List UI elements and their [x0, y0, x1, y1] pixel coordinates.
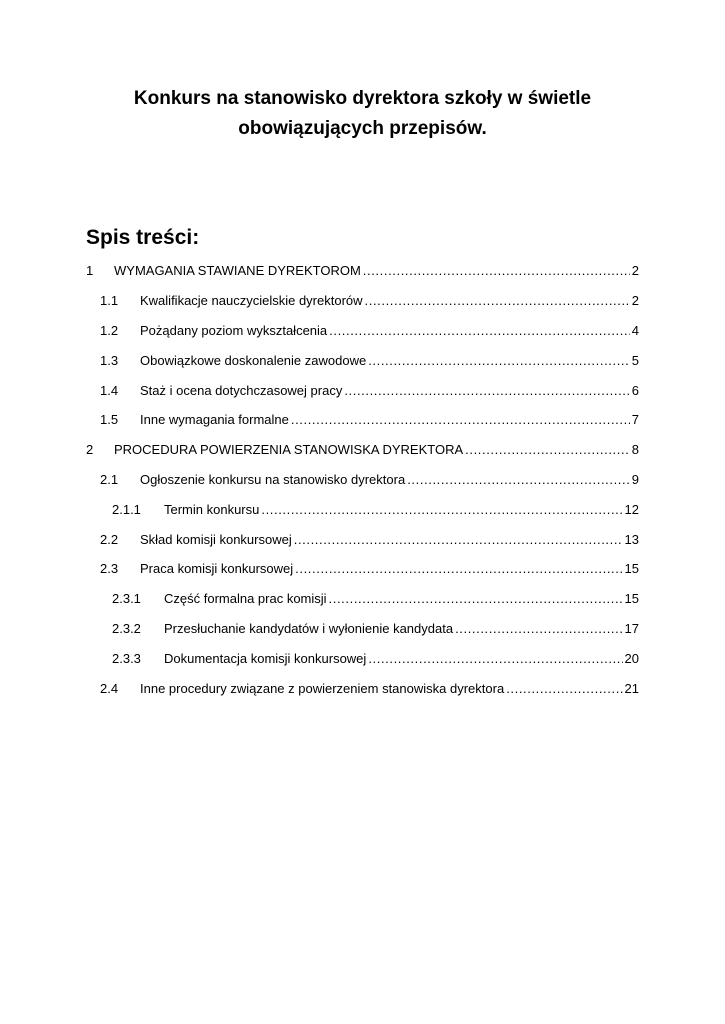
- toc-entry-number: 1.4: [100, 382, 119, 398]
- toc-entry-page: 7: [631, 412, 639, 428]
- toc-entry-number: 2.1.1: [112, 501, 141, 517]
- toc-entry-number: 2.3.1: [112, 591, 141, 607]
- toc-entry-page: 15: [624, 561, 639, 577]
- toc-entry-number: 1.3: [100, 352, 119, 368]
- toc-entry-page: 2: [631, 293, 639, 309]
- toc-entry-title: Inne procedury związane z powierzeniem stanowiska dyrektora: [140, 680, 505, 696]
- toc-entry-page: 13: [624, 531, 639, 547]
- toc-entry-number: 1.1: [100, 293, 119, 309]
- toc-entry-1-4[interactable]: [86, 375, 639, 405]
- toc-entry-title: Termin konkursu: [164, 501, 260, 517]
- toc-entry-number: 2: [86, 442, 94, 458]
- toc-entry-page: 9: [631, 471, 639, 487]
- toc-entry-page: 17: [624, 620, 639, 636]
- toc-entry-number: 2.1: [100, 471, 119, 487]
- toc-entry-2-2[interactable]: [86, 524, 639, 554]
- toc-entry-2-3-1[interactable]: [86, 584, 639, 614]
- toc-entry-title: Część formalna prac komisji: [164, 591, 327, 607]
- document-title-line-2: obowiązujących przepisów.: [238, 118, 487, 139]
- toc-entry-page: 8: [631, 442, 639, 458]
- toc-dot-leader: [455, 621, 622, 636]
- toc-dot-leader: [261, 502, 622, 517]
- toc-entry-page: 4: [631, 322, 639, 338]
- toc-entry-number: 2.2: [100, 531, 119, 547]
- toc-dot-leader: [295, 561, 622, 576]
- toc-entry-title: WYMAGANIA STAWIANE DYREKTOROM: [114, 263, 361, 279]
- toc-entry-title: Skład komisji konkursowej: [140, 531, 292, 547]
- toc-entry-2-4[interactable]: [86, 673, 639, 703]
- toc-dot-leader: [407, 472, 630, 487]
- toc-entry-title: PROCEDURA POWIERZENIA STANOWISKA DYREKTORA: [114, 442, 464, 458]
- toc-heading: Spis treści:: [86, 226, 200, 249]
- toc-entry-number: 2.3.2: [112, 620, 141, 636]
- toc-entry-2-1-1[interactable]: [86, 494, 639, 524]
- toc-entry-number: 2.3.3: [112, 650, 141, 666]
- toc-entry-page: 6: [631, 382, 639, 398]
- toc-entry-number: 2.4: [100, 680, 119, 696]
- toc-dot-leader: [363, 263, 630, 278]
- toc-entry-title: Pożądany poziom wykształcenia: [140, 322, 328, 338]
- toc-entry-2-3[interactable]: [86, 554, 639, 584]
- toc-entry-2-3-3[interactable]: [86, 643, 639, 673]
- toc-entry-page: 15: [624, 591, 639, 607]
- toc-dot-leader: [329, 323, 630, 338]
- toc-entry-title: Kwalifikacje nauczycielskie dyrektorów: [140, 293, 363, 309]
- toc-dot-leader: [506, 681, 622, 696]
- toc-entry-page: 5: [631, 352, 639, 368]
- document-title-line-1: Konkurs na stanowisko dyrektora szkoły w świetle: [133, 88, 592, 109]
- toc-entry-title: Przesłuchanie kandydatów i wyłonienie kandydata: [164, 620, 454, 636]
- toc-entry-1-1[interactable]: [86, 286, 639, 316]
- toc-entry-page: 20: [624, 650, 639, 666]
- toc-entry-page: 12: [624, 501, 639, 517]
- toc-entry-1-5[interactable]: [86, 405, 639, 435]
- toc-dot-leader: [329, 591, 623, 606]
- toc-entry-title: Staż i ocena dotychczasowej pracy: [140, 382, 343, 398]
- toc-entry-2-3-2[interactable]: [86, 614, 639, 644]
- toc-dot-leader: [344, 383, 629, 398]
- toc-dot-leader: [294, 532, 623, 547]
- toc-entry-title: Dokumentacja komisji konkursowej: [164, 650, 367, 666]
- table-of-contents: [86, 256, 639, 703]
- toc-dot-leader: [368, 353, 630, 368]
- toc-entry-number: 1: [86, 263, 94, 279]
- toc-dot-leader: [465, 442, 630, 457]
- toc-dot-leader: [365, 293, 630, 308]
- toc-dot-leader: [291, 412, 630, 427]
- toc-entry-2-1[interactable]: [86, 465, 639, 495]
- toc-dot-leader: [368, 651, 622, 666]
- toc-entry-1-2[interactable]: [86, 316, 639, 346]
- toc-entry-title: Inne wymagania formalne: [140, 412, 289, 428]
- toc-entry-1[interactable]: [86, 256, 639, 286]
- toc-entry-2[interactable]: [86, 435, 639, 465]
- toc-entry-number: 1.5: [100, 412, 119, 428]
- toc-entry-title: Praca komisji konkursowej: [140, 561, 294, 577]
- document-title: [100, 84, 625, 144]
- toc-entry-number: 2.3: [100, 561, 119, 577]
- toc-entry-title: Obowiązkowe doskonalenie zawodowe: [140, 352, 367, 368]
- toc-entry-title: Ogłoszenie konkursu na stanowisko dyrektora: [140, 471, 406, 487]
- toc-entry-page: 2: [631, 263, 639, 279]
- toc-entry-number: 1.2: [100, 322, 119, 338]
- toc-entry-page: 21: [624, 680, 639, 696]
- toc-entry-1-3[interactable]: [86, 345, 639, 375]
